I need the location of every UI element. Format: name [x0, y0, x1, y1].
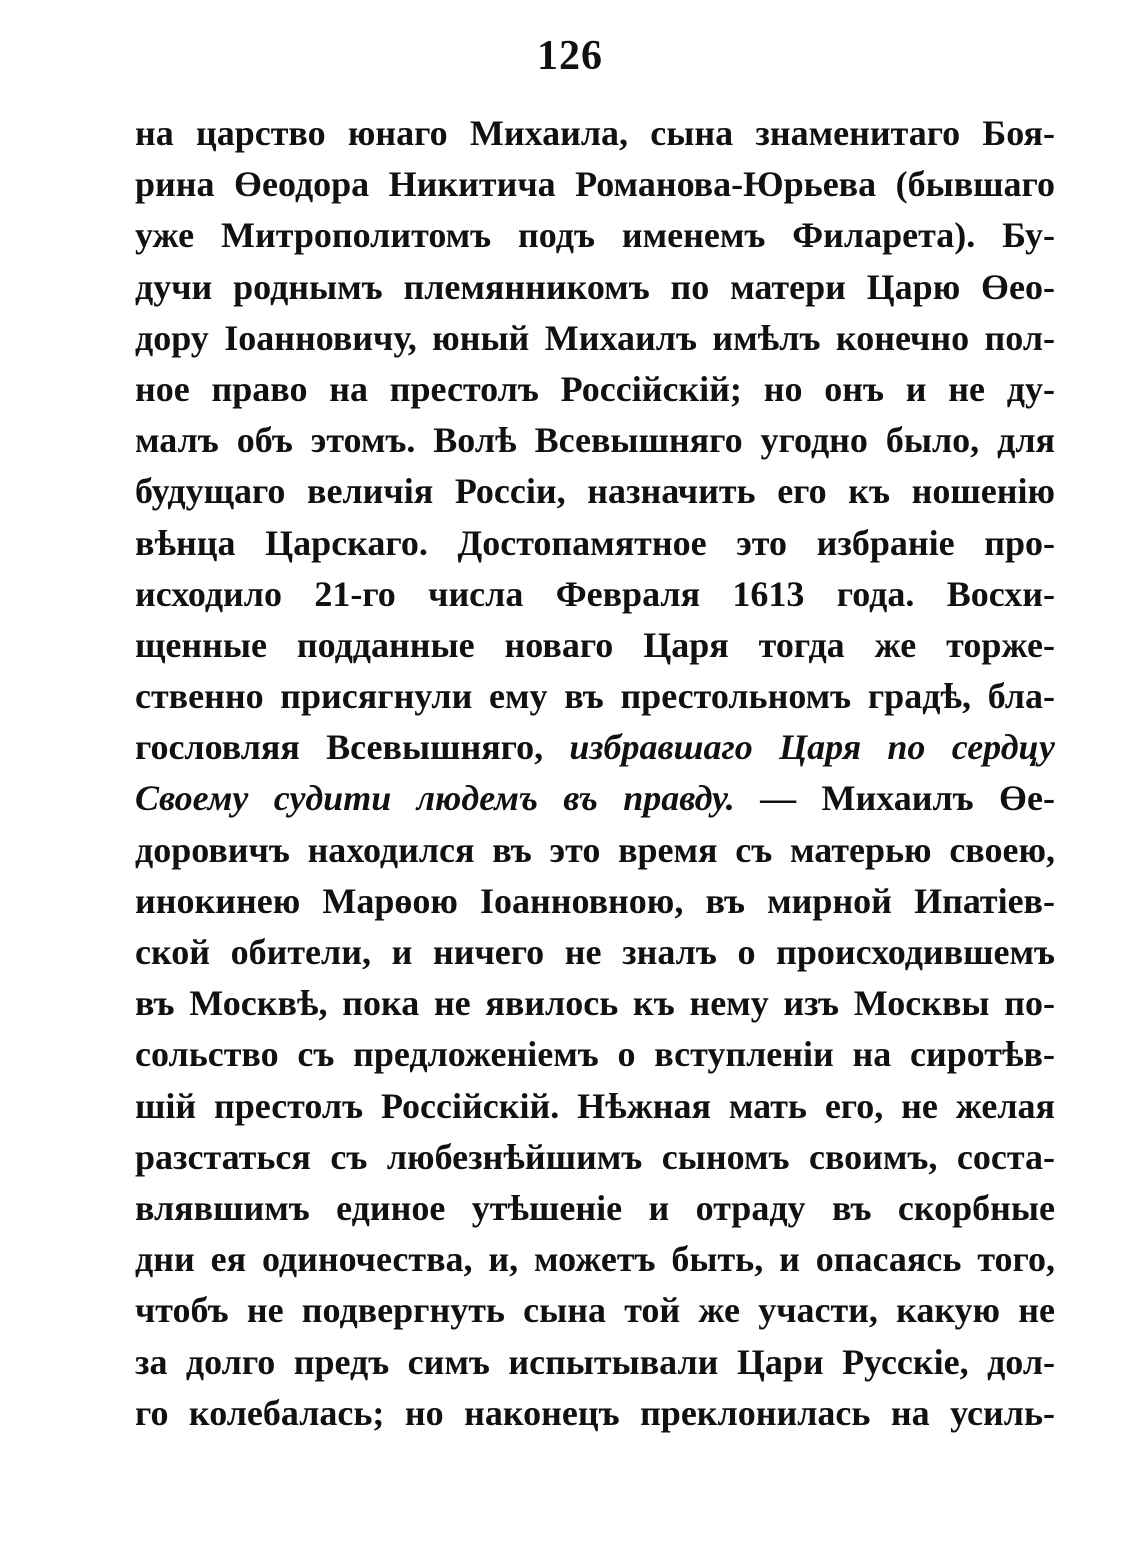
- line-text: уже Митрополитомъ подъ именемъ Филарета). Бу-: [135, 215, 1055, 256]
- text-line: [135, 1132, 1055, 1183]
- text-line: [135, 1285, 1055, 1336]
- line-text: доровичъ находился въ это время съ матерью своею,: [135, 829, 1055, 870]
- page-number: 126: [537, 33, 603, 79]
- line-text: ской обители, и ничего не зналъ о происходившемъ: [135, 932, 1055, 972]
- text-line: [135, 1337, 1055, 1388]
- text-line: [135, 108, 1055, 159]
- body-text: [135, 108, 1055, 1439]
- line-text: шій престолъ Россійскій. Нѣжная мать его, не желая: [135, 1085, 1055, 1126]
- text-line: [135, 1183, 1055, 1234]
- line-text: ственно присягнули ему въ престольномъ градѣ, бла-: [135, 676, 1055, 717]
- line-text: влявшимъ единое утѣшеніе и отраду въ скорбные: [135, 1187, 1055, 1228]
- line-text: го колебалась; но наконецъ преклонилась на усиль-: [135, 1392, 1055, 1433]
- text-line: [135, 415, 1055, 466]
- text-line: [135, 518, 1055, 569]
- text-line: [135, 1029, 1055, 1080]
- line-text: дору Іоанновичу, юный Михаилъ имѣлъ конечно пол-: [135, 317, 1055, 358]
- text-line: [135, 364, 1055, 415]
- line-text: щенные подданные новаго Царя тогда же торже-: [135, 624, 1055, 665]
- text-line: [135, 262, 1055, 313]
- text-line: [135, 620, 1055, 671]
- line-text: разстаться съ любезнѣйшимъ сыномъ своимъ, соста-: [135, 1136, 1055, 1177]
- line-text: въ Москвѣ, пока не явилось къ нему изъ Москвы по-: [135, 983, 1055, 1024]
- text-line: [135, 773, 1055, 824]
- line-text: чтобъ не подвергнуть сына той же участи, какую не: [135, 1290, 1055, 1331]
- text-line: [135, 1388, 1055, 1439]
- text-line: [135, 210, 1055, 261]
- text-line: [135, 1081, 1055, 1132]
- text-line: [135, 671, 1055, 722]
- line-text: гословляя Всевышняго,: [135, 727, 570, 768]
- line-text: за долго предъ симъ испытывали Цари Русскіе, дол-: [135, 1341, 1055, 1382]
- line-text: инокинею Марөою Іоанновною, въ мирной Ипатіев-: [135, 880, 1055, 921]
- text-line: [135, 466, 1055, 517]
- line-text: малъ объ этомъ. Волѣ Всевышняго угодно было, для: [135, 420, 1055, 461]
- line-text: дучи роднымъ племянникомъ по матери Царю Өео-: [135, 266, 1055, 307]
- text-line: [135, 978, 1055, 1029]
- text-line: [135, 569, 1055, 620]
- line-text: ное право на престолъ Россійскій; но онъ и не ду-: [135, 368, 1055, 409]
- line-text: — Михаилъ Өе-: [734, 778, 1055, 819]
- text-line: [135, 313, 1055, 364]
- text-line: [135, 722, 1055, 773]
- italic-quote: избравшаго Царя по сердцу: [569, 727, 1055, 768]
- text-line: [135, 825, 1055, 876]
- text-line: [135, 927, 1055, 978]
- text-line: [135, 1234, 1055, 1285]
- line-text: вѣнца Царскаго. Достопамятное это избраніе про-: [135, 522, 1055, 563]
- text-line: [135, 159, 1055, 210]
- line-text: рина Өеодора Никитича Романова-Юрьева (бывшаго: [135, 164, 1055, 205]
- line-text: будущаго величія Россіи, назначить его къ ношенію: [135, 471, 1055, 512]
- line-text: на царство юнаго Михаила, сына знаменитаго Боя-: [135, 113, 1055, 153]
- italic-quote: Своему судити людемъ въ правду.: [135, 778, 735, 819]
- text-line: [135, 876, 1055, 927]
- line-text: исходило 21-го числа Февраля 1613 года. Восхи-: [135, 573, 1055, 614]
- line-text: дни ея одиночества, и, можетъ быть, и опасаясь того,: [135, 1239, 1055, 1280]
- line-text: сольство съ предложеніемъ о вступленіи на сиротѣв-: [135, 1034, 1055, 1075]
